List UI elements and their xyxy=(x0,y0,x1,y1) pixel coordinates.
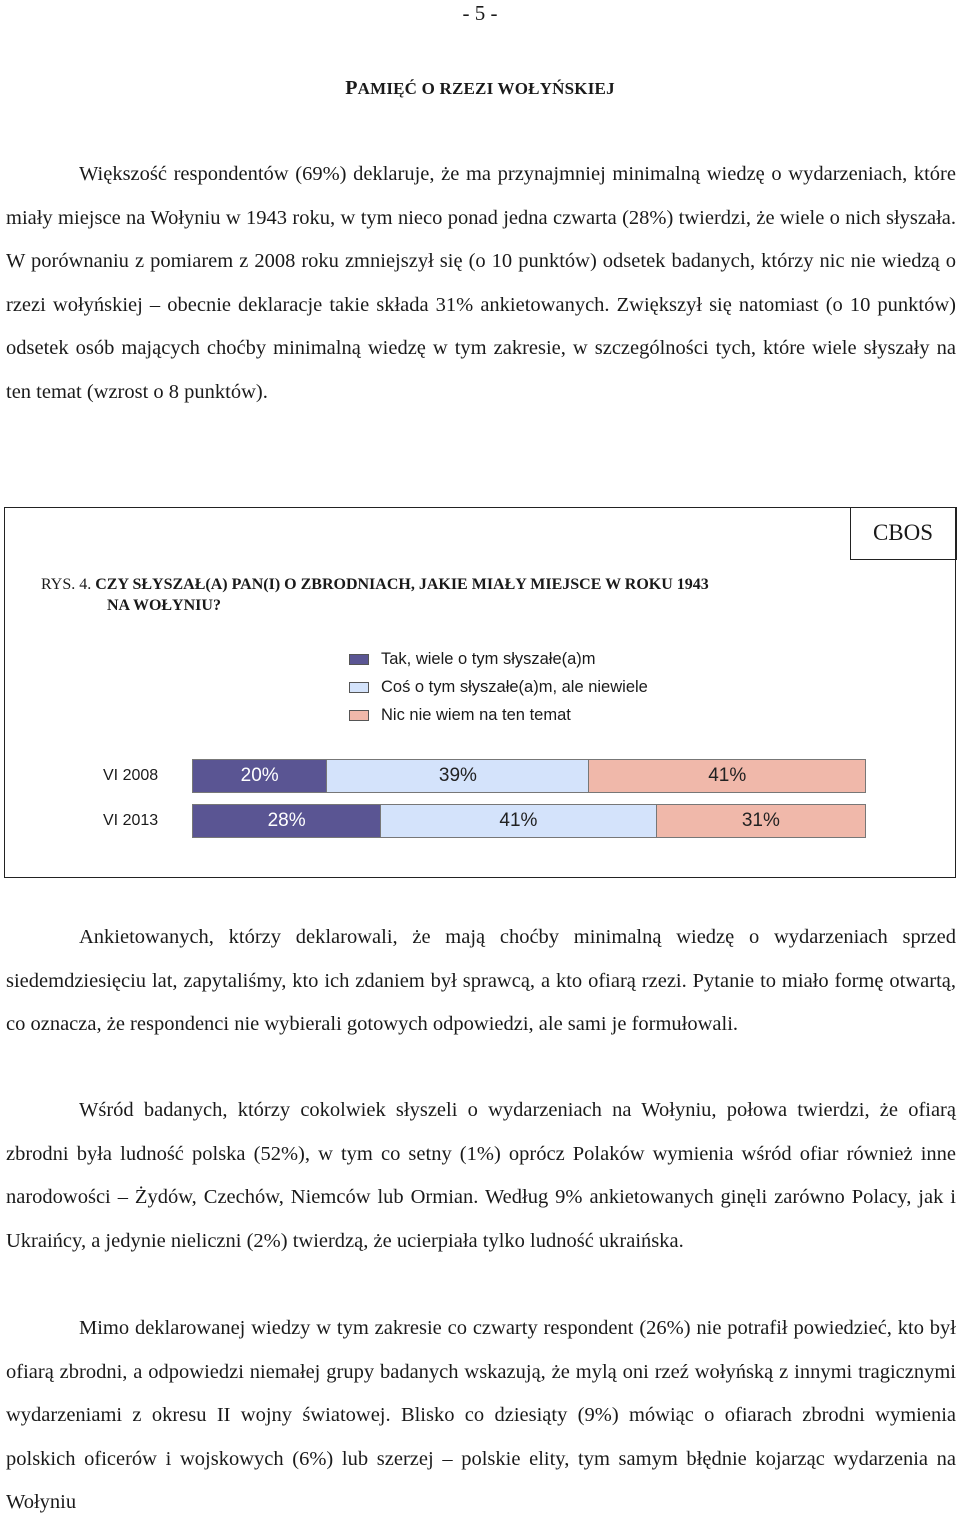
bar-segment-2-3 xyxy=(657,805,865,837)
data-label-2-3: 31% xyxy=(741,810,780,831)
bar-row-1 xyxy=(192,759,866,793)
data-label-1-1: 20% xyxy=(240,765,279,786)
cbos-source-tag: CBOS xyxy=(850,507,957,560)
bar-segment-2-1 xyxy=(193,805,381,837)
figure-question-line2: NA WOŁYNIU? xyxy=(107,597,221,614)
section-title-rest: AMIĘĆ O RZEZI WOŁYŃSKIEJ xyxy=(357,79,615,98)
section-title xyxy=(0,76,960,101)
section-title-initial: P xyxy=(345,77,358,99)
bar-segment-1-3 xyxy=(589,760,865,792)
paragraph-2: Ankietowanych, którzy deklarowali, że mają choćby minimalną wiedzę o wydarzeniach sprzed siedemdziesięciu lat, zapytaliśmy, kto ich zdaniem był sprawcą, a kto ofiarą rzezi. Pytanie to miało formę otwartą, co oznacza, że respondenci nie wybierali gotowych odpowiedzi, ale sami je formułowali. xyxy=(6,926,956,1035)
data-label-2-2: 41% xyxy=(499,810,538,831)
paragraph-4: Mimo deklarowanej wiedzy w tym zakresie co czwarty respondent (26%) nie potrafił powiedzieć, kto był ofiarą zbrodni, a odpowiedzi niemałej grupy badanych wskazują, że mylą oni rzeź wołyńską z innymi tragicznymi wydarzeniami z okresu II wojny światowej. Blisko co dziesiąty (9%) mówiąc o ofiarach zbrodni wymienia polskich oficerów i wojskowych (6%) lub szerzej – polskie elity, tym samym błędnie kojarząc wydarzenia na Wołyniu xyxy=(6,1317,956,1513)
data-label-2-1: 28% xyxy=(267,810,306,831)
figure-question-line1: CZY SŁYSZAŁ(A) PAN(I) O ZBRODNIACH, JAKIE MIAŁY MIEJSCE W ROKU 1943 xyxy=(95,576,709,593)
row-label-1: VI 2008 xyxy=(103,767,159,784)
bar-segment-1-1 xyxy=(193,760,327,792)
bar-segment-1-2 xyxy=(327,760,589,792)
legend-label-3: Nic nie wiem na ten temat xyxy=(381,705,571,724)
data-label-1-3: 41% xyxy=(708,765,747,786)
figure-number: RYS. 4. xyxy=(41,576,92,593)
legend-label-2: Coś o tym słyszałe(a)m, ale niewiele xyxy=(381,677,648,696)
figure-box xyxy=(4,507,956,878)
page-number: - 5 - xyxy=(462,1,498,25)
row-label-2: VI 2013 xyxy=(103,812,159,829)
stacked-bar-chart xyxy=(5,508,957,879)
data-label-1-2: 39% xyxy=(438,765,477,786)
bar-segment-2-2 xyxy=(381,805,657,837)
paragraph-1: Większość respondentów (69%) deklaruje, że ma przynajmniej minimalną wiedzę o wydarzeniach, które miały miejsce na Wołyniu w 1943 roku, w tym nieco ponad jedna czwarta (28%) twierdzi, że wiele o nich słyszała. W porównaniu z pomiarem z 2008 roku zmniejszył się (o 10 punktów) odsetek badanych, którzy nic nie wiedzą o rzezi wołyńskiej – obecnie deklaracje takie składa 31% ankietowanych. Zwiększył się natomiast (o 10 punktów) odsetek osób mających choćby minimalną wiedzę w tym zakresie, w szczególności tych, które wiele słyszały na ten temat (wzrost o 8 punktów). xyxy=(6,163,956,403)
bar-row-2 xyxy=(192,804,866,838)
legend-label-1: Tak, wiele o tym słyszałe(a)m xyxy=(381,649,596,668)
paragraph-3: Wśród badanych, którzy cokolwiek słyszeli o wydarzeniach na Wołyniu, połowa twierdzi, że ofiarą zbrodni była ludność polska (52%), w tym co setny (1%) oprócz Polaków wymienia wśród ofiar również inne narodowości – Żydów, Czechów, Niemców lub Ormian. Według 9% ankietowanych ginęli zarówno Polacy, jak i Ukraińcy, a jedynie nieliczni (2%) twierdzą, że ucierpiała tylko ludność ukraińska. xyxy=(6,1099,956,1252)
